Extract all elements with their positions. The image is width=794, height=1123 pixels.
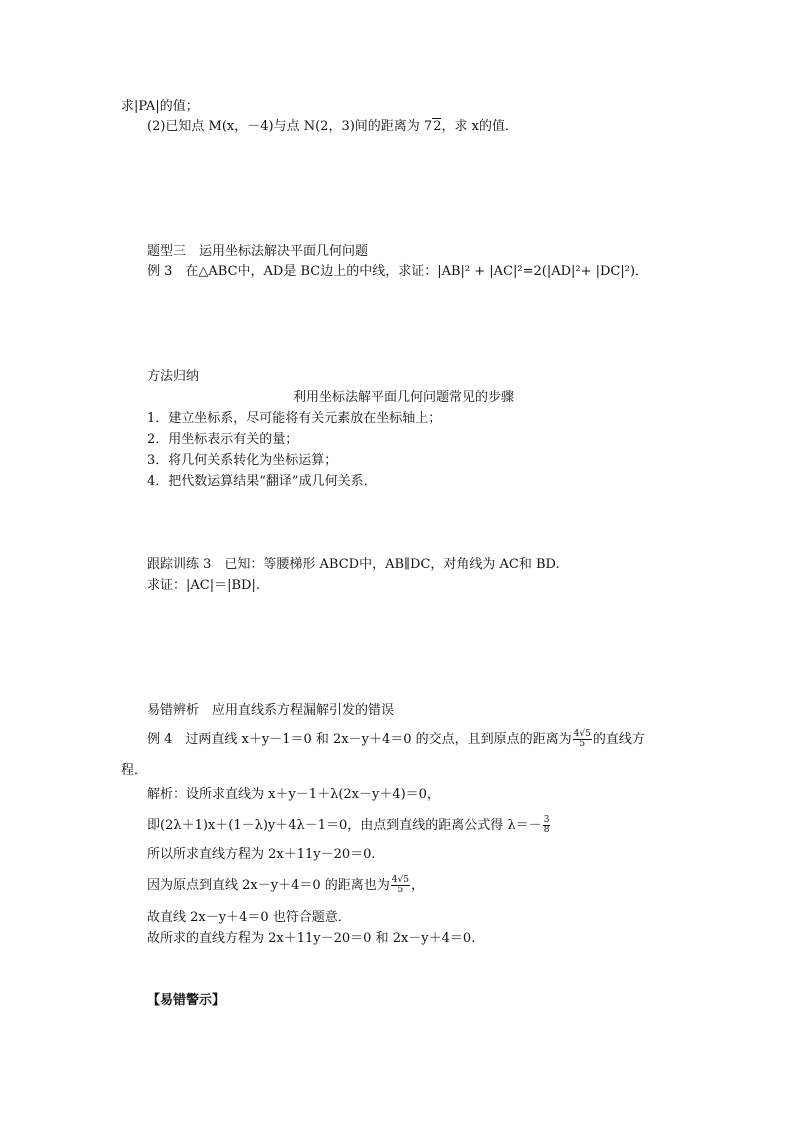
- text-segment: 例 4 过两直线 x＋y－1＝0 和 2x－y＋4＝0 的交点，且到原点的距离为: [147, 732, 572, 747]
- fraction: [543, 816, 551, 835]
- text-segment: 的直线方: [592, 732, 645, 747]
- step-item: 4．把代数运算结果“翻译”成几何关系．: [147, 474, 377, 489]
- fraction: [573, 730, 592, 749]
- example-4: [147, 730, 645, 749]
- fraction-denominator: 8: [543, 825, 550, 835]
- solution-line: 所以所求直线方程为 2x＋11y－20＝0.: [147, 847, 376, 862]
- text-line: 程．: [121, 763, 148, 778]
- error-analysis-heading: 易错辨析 应用直线系方程漏解引发的错误: [147, 703, 395, 718]
- solution-line: [147, 816, 551, 835]
- practice-3-proof: 求证：|AC|＝|BD|.: [147, 578, 260, 593]
- solution-line: 解析：设所求直线为 x＋y－1＋λ(2x－y＋4)＝0，: [147, 787, 440, 802]
- step-item: 3．将几何关系转化为坐标运算；: [147, 453, 338, 468]
- method-heading: 方法归纳: [147, 369, 200, 384]
- warning-heading: 【易错警示】: [147, 993, 226, 1008]
- text-line: 求|PA|的值；: [121, 99, 199, 114]
- text-segment: ，: [410, 878, 424, 893]
- fraction-denominator: 5: [579, 739, 586, 749]
- solution-line: 故所求的直线方程为 2x＋11y－20＝0 和 2x－y＋4＝0.: [147, 931, 476, 946]
- fraction: [391, 876, 410, 895]
- practice-3: 跟踪训练 3 已知：等腰梯形 ABCD中，AB∥DC，对角线为 AC和 BD.: [147, 557, 560, 572]
- fraction-numerator: 4√5: [573, 729, 591, 739]
- fraction-numerator: 3: [543, 815, 550, 825]
- text-segment: 因为原点到直线 2x－y＋4＝0 的距离也为: [147, 878, 390, 893]
- solution-line: 故直线 2x－y＋4＝0 也符合题意．: [147, 910, 351, 925]
- text-segment: (2)已知点 M(x，－4)与点 N(2，3)间的距离为 7: [147, 119, 433, 134]
- method-title: 利用坐标法解平面几何问题常见的步骤: [293, 390, 515, 405]
- fraction-numerator: 4√5: [391, 875, 409, 885]
- text-segment: 即(2λ＋1)x＋(1－λ)y＋4λ－1＝0，由点到直线的距离公式得 λ＝－: [147, 818, 542, 833]
- example-3: 例 3 在△ABC中，AD是 BC边上的中线，求证：|AB|² + |AC|²=2(|AD|²+ |DC|²)．: [147, 264, 649, 279]
- step-item: 1．建立坐标系，尽可能将有关元素放在坐标轴上；: [147, 411, 442, 426]
- text-segment: ，求 x的值．: [441, 119, 518, 134]
- section-heading: 题型三 运用坐标法解决平面几何问题: [147, 244, 369, 259]
- sqrt-radicand: 2: [433, 119, 442, 134]
- solution-line: [147, 876, 424, 895]
- step-item: 2．用坐标表示有关的量；: [147, 432, 299, 447]
- fraction-denominator: 5: [397, 885, 404, 895]
- problem-2: [147, 118, 518, 136]
